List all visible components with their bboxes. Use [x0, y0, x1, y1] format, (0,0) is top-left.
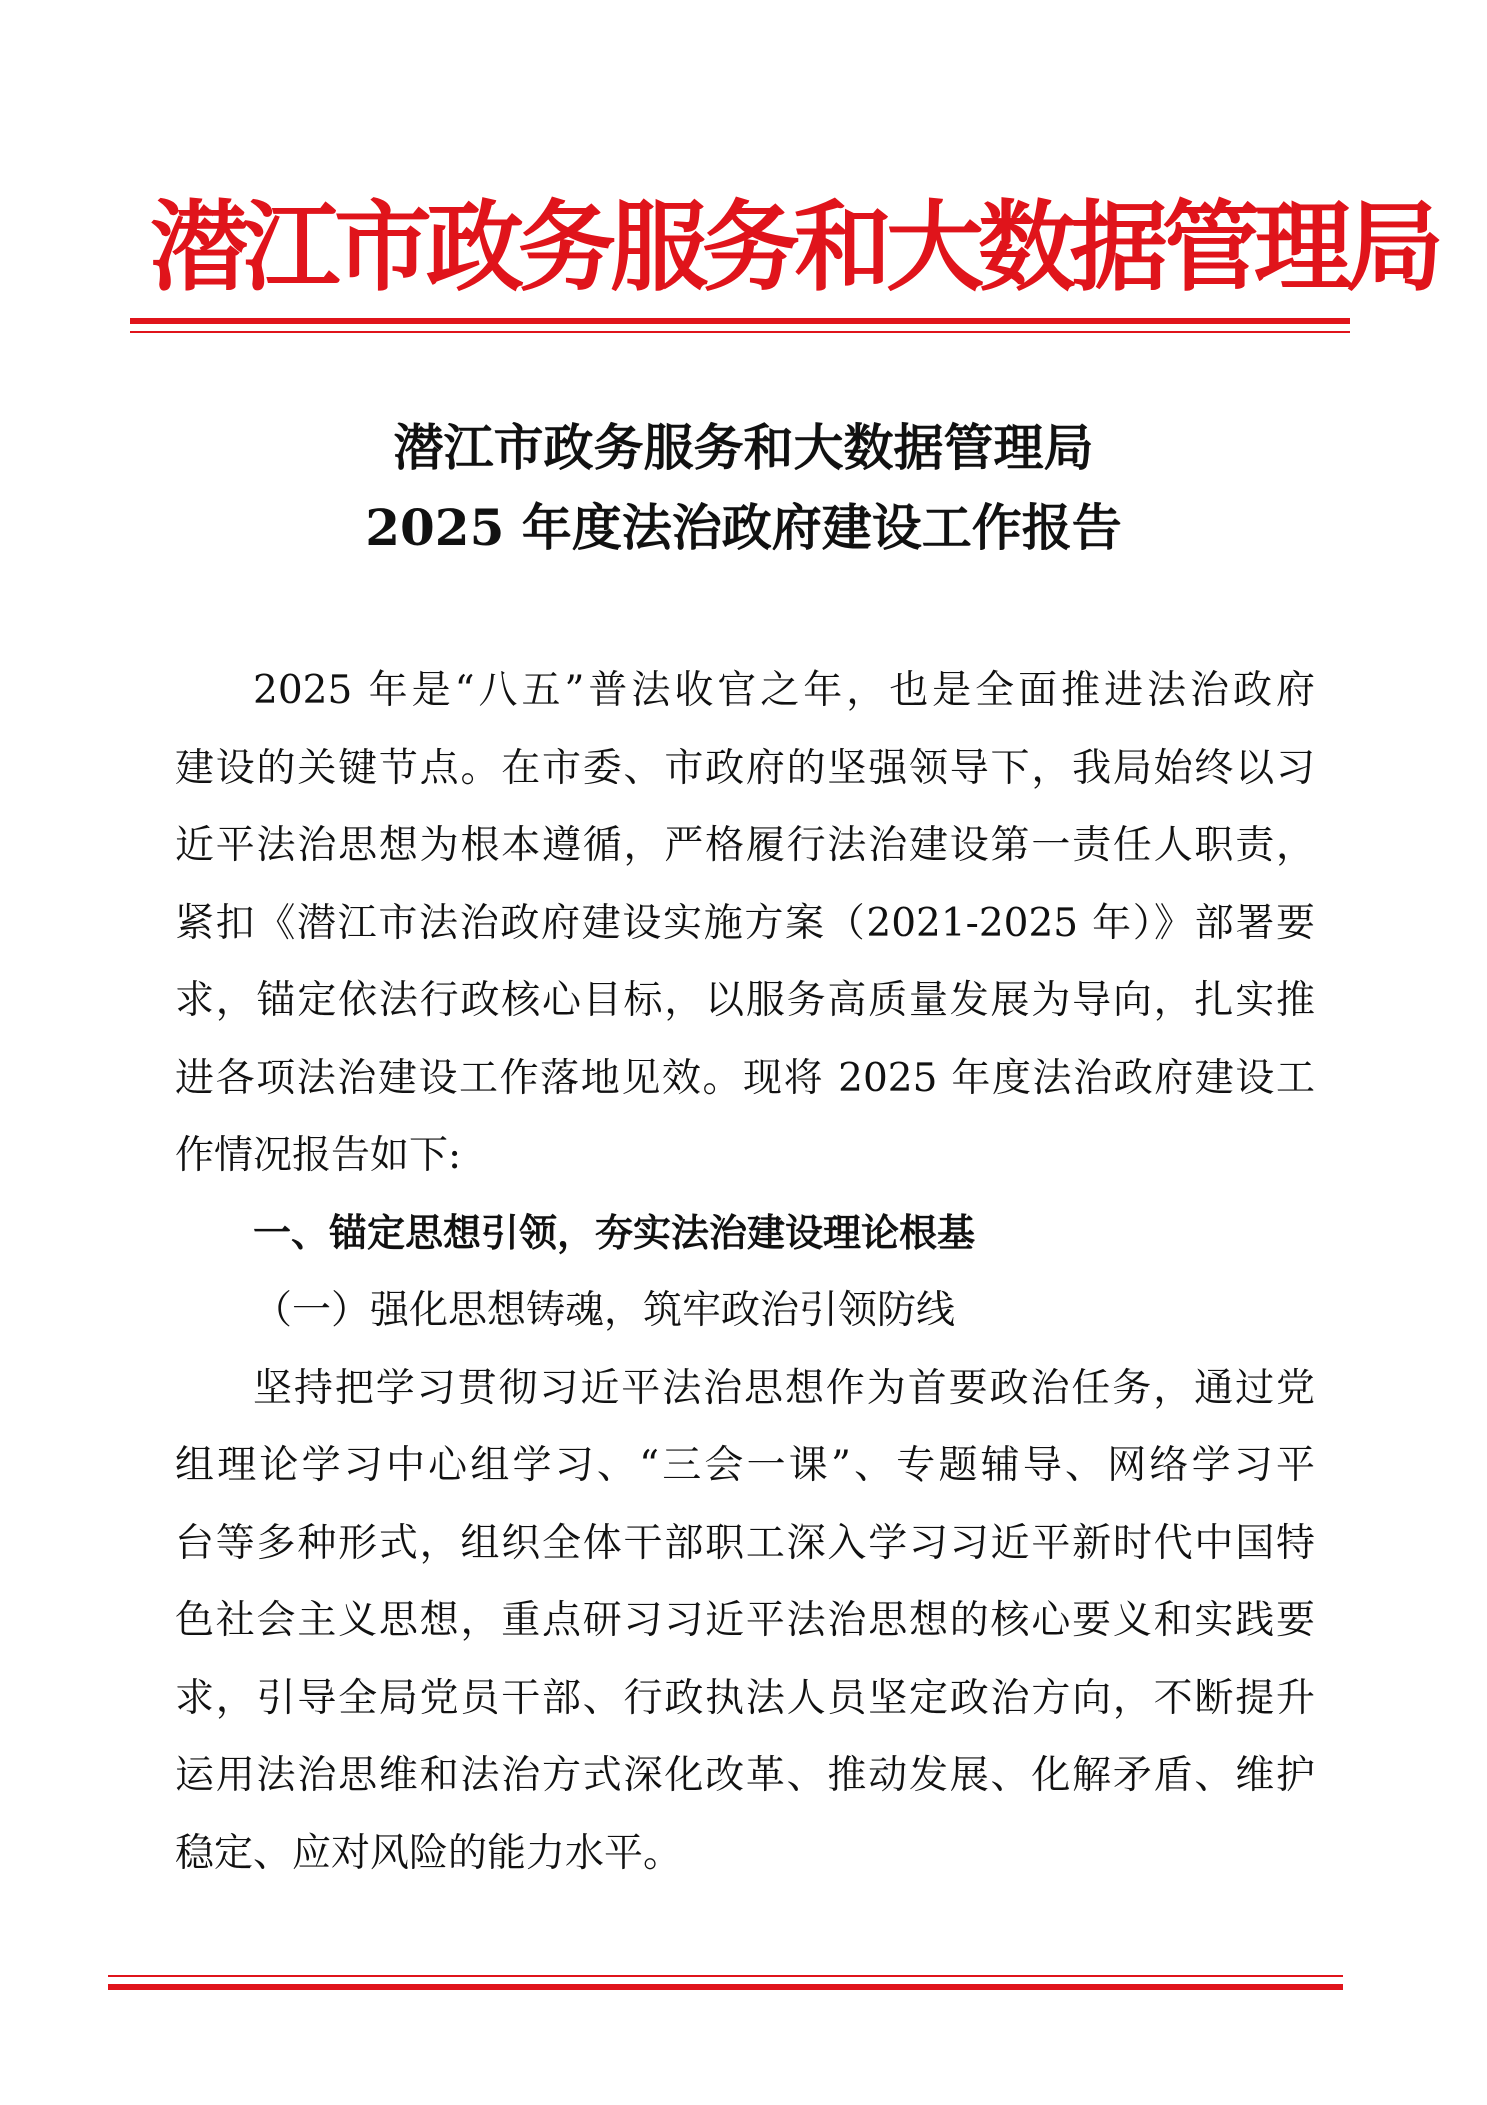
intro-paragraph-line: 求，锚定依法行政核心目标，以服务高质量发展为导向，扎实推	[175, 978, 1315, 1023]
intro-paragraph-line: 近平法治思想为根本遵循，严格履行法治建设第一责任人职责，	[175, 823, 1315, 868]
masthead-rule-thin	[130, 331, 1350, 333]
intro-paragraph-line: 作情况报告如下:	[175, 1133, 462, 1178]
document-body	[175, 652, 1315, 1892]
subsection-1-paragraph-line: 求，引导全局党员干部、行政执法人员坚定政治方向，不断提升	[175, 1675, 1315, 1721]
subsection-1-paragraph-line: 坚持把学习贯彻习近平法治思想作为首要政治任务，通过党	[253, 1365, 1315, 1411]
intro-paragraph-line: 建设的关键节点。在市委、市政府的坚强领导下，我局始终以习	[175, 745, 1315, 791]
masthead: 潜江市政务服务和大数据管理局	[150, 191, 1439, 305]
document-title-line-1: 潜江市政务服务和大数据管理局	[393, 418, 1094, 477]
intro-paragraph-line: 紧扣《潜江市法治政府建设实施方案（2021-2025 年）》部署要	[175, 900, 1315, 946]
section-1-heading: 一、锚定思想引领，夯实法治建设理论根基	[253, 1210, 976, 1255]
subsection-1-paragraph-line: 稳定、应对风险的能力水平。	[175, 1830, 683, 1876]
document-title-line-2: 2025 年度法治政府建设工作报告	[365, 498, 1122, 557]
subsection-1-paragraph-line: 组理论学习中心组学习、“三会一课”、专题辅导、网络学习平	[175, 1443, 1315, 1488]
subsection-1-paragraph-line: 运用法治思维和法治方式深化改革、推动发展、化解矛盾、维护	[175, 1753, 1315, 1798]
footer-rule-thin	[108, 1975, 1343, 1977]
subsection-1-paragraph-line: 色社会主义思想，重点研习习近平法治思想的核心要义和实践要	[175, 1598, 1315, 1643]
intro-paragraph-line: 进各项法治建设工作落地见效。现将 2025 年度法治政府建设工	[175, 1055, 1315, 1101]
masthead-rule-thick	[130, 318, 1350, 324]
subsection-1-paragraph-line: 台等多种形式，组织全体干部职工深入学习习近平新时代中国特	[175, 1520, 1315, 1566]
intro-paragraph-line: 2025 年是“八五”普法收官之年，也是全面推进法治政府	[253, 668, 1315, 713]
subsection-1-heading: （一）强化思想铸魂，筑牢政治引领防线	[253, 1288, 956, 1333]
footer-rule-thick	[108, 1984, 1343, 1990]
